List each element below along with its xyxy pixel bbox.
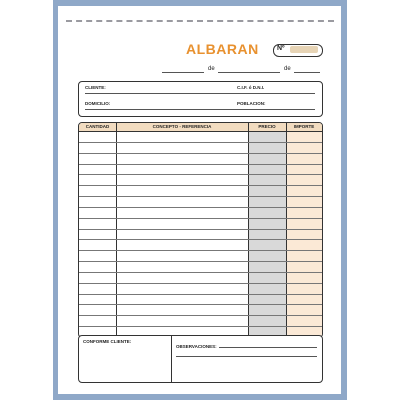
table-row[interactable] <box>79 304 322 305</box>
number-field-fill <box>290 46 318 53</box>
table-row[interactable] <box>79 229 322 230</box>
header-concepto: CONCEPTO - REFERENCIA <box>116 123 248 132</box>
table-row[interactable] <box>79 283 322 284</box>
header-importe: IMPORTE <box>286 123 322 132</box>
observaciones-field[interactable] <box>176 356 317 357</box>
date-month-line[interactable] <box>218 72 280 73</box>
table-row[interactable] <box>79 207 322 208</box>
table-row[interactable] <box>79 272 322 273</box>
date-sep-1: de <box>208 66 215 72</box>
table-row[interactable] <box>79 326 322 327</box>
table-row[interactable] <box>79 153 322 154</box>
table-row[interactable] <box>79 239 322 240</box>
table-row[interactable] <box>79 261 322 262</box>
observaciones-field[interactable] <box>219 347 317 348</box>
poblacion-label: POBLACION: <box>237 101 266 106</box>
date-year-line[interactable] <box>294 72 320 73</box>
perforation-line <box>66 20 334 22</box>
cliente-field[interactable] <box>85 93 315 94</box>
observaciones-label: OBSERVACIONES: <box>176 344 217 349</box>
document-title: ALBARAN <box>186 41 259 57</box>
client-box <box>78 81 323 117</box>
table-row[interactable] <box>79 315 322 316</box>
table-row[interactable] <box>79 174 322 175</box>
table-row[interactable] <box>79 142 322 143</box>
conforme-label: CONFORME CLIENTE: <box>83 339 132 344</box>
date-day-line[interactable] <box>162 72 204 73</box>
header-cantidad: CANTIDAD <box>79 123 116 132</box>
header-precio: PRECIO <box>248 123 286 132</box>
table-row[interactable] <box>79 164 322 165</box>
table-row[interactable] <box>79 196 322 197</box>
footer-divider <box>171 336 172 382</box>
number-label: Nº <box>277 45 285 52</box>
table-row[interactable] <box>79 294 322 295</box>
cliente-label: CLIENTE: <box>85 85 106 90</box>
table-row[interactable] <box>79 250 322 251</box>
domicilio-field[interactable] <box>85 109 315 110</box>
table-row[interactable] <box>79 185 322 186</box>
cif-label: C.I.F. ó D.N.I. <box>237 85 265 90</box>
footer-box <box>78 335 323 383</box>
date-sep-2: de <box>284 66 291 72</box>
items-table <box>78 122 323 338</box>
table-row[interactable] <box>79 218 322 219</box>
domicilio-label: DOMICILIO: <box>85 101 111 106</box>
